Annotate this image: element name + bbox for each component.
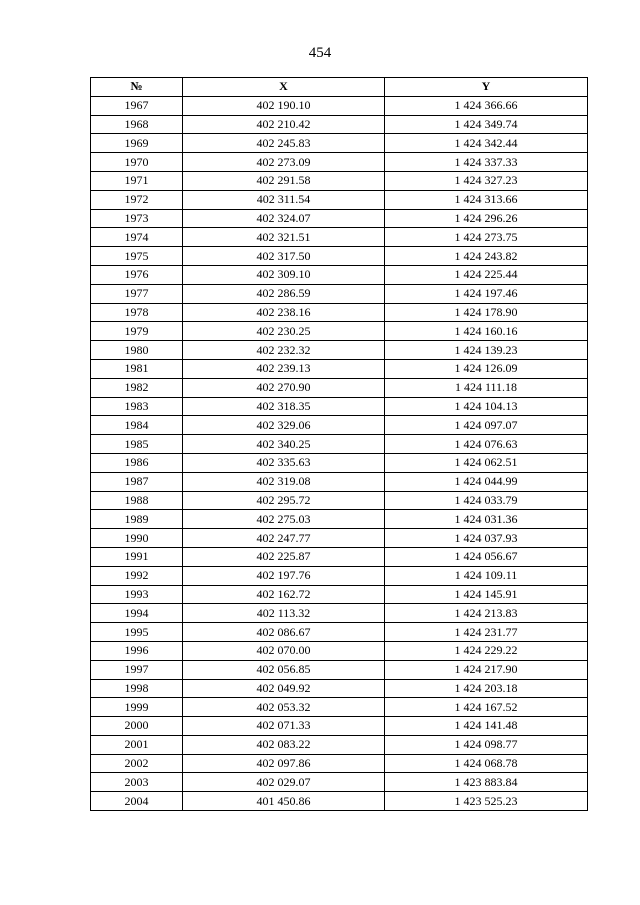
cell-x: 402 162.72 — [183, 585, 385, 604]
cell-number: 1974 — [91, 228, 183, 247]
cell-number: 1972 — [91, 190, 183, 209]
cell-number: 1975 — [91, 247, 183, 266]
cell-x: 402 056.85 — [183, 660, 385, 679]
cell-y: 1 424 366.66 — [385, 96, 588, 115]
cell-x: 402 071.33 — [183, 717, 385, 736]
cell-y: 1 424 167.52 — [385, 698, 588, 717]
cell-number: 1990 — [91, 529, 183, 548]
cell-x: 402 210.42 — [183, 115, 385, 134]
cell-y: 1 424 097.07 — [385, 416, 588, 435]
cell-number: 2002 — [91, 754, 183, 773]
table-row — [91, 623, 588, 642]
table-row — [91, 209, 588, 228]
cell-x: 402 232.32 — [183, 341, 385, 360]
cell-x: 402 317.50 — [183, 247, 385, 266]
cell-y: 1 424 062.51 — [385, 453, 588, 472]
table-row — [91, 96, 588, 115]
cell-x: 402 190.10 — [183, 96, 385, 115]
table-row — [91, 341, 588, 360]
table-row — [91, 792, 588, 811]
cell-number: 1984 — [91, 416, 183, 435]
cell-number: 1978 — [91, 303, 183, 322]
cell-number: 1971 — [91, 171, 183, 190]
header-x: X — [183, 78, 385, 97]
table-row — [91, 416, 588, 435]
cell-number: 1992 — [91, 566, 183, 585]
cell-y: 1 424 126.09 — [385, 359, 588, 378]
cell-y: 1 424 213.83 — [385, 604, 588, 623]
table-header — [91, 78, 588, 97]
cell-number: 1987 — [91, 472, 183, 491]
cell-x: 402 335.63 — [183, 453, 385, 472]
table-row — [91, 247, 588, 266]
cell-y: 1 424 104.13 — [385, 397, 588, 416]
cell-x: 402 340.25 — [183, 435, 385, 454]
cell-number: 1989 — [91, 510, 183, 529]
table-row — [91, 585, 588, 604]
cell-number: 1997 — [91, 660, 183, 679]
cell-x: 402 247.77 — [183, 529, 385, 548]
table-row — [91, 604, 588, 623]
cell-y: 1 424 342.44 — [385, 134, 588, 153]
cell-number: 1988 — [91, 491, 183, 510]
cell-y: 1 424 296.26 — [385, 209, 588, 228]
cell-x: 402 309.10 — [183, 265, 385, 284]
table-row — [91, 698, 588, 717]
table-row — [91, 510, 588, 529]
cell-number: 2001 — [91, 735, 183, 754]
cell-x: 402 097.86 — [183, 754, 385, 773]
cell-y: 1 424 203.18 — [385, 679, 588, 698]
cell-number: 1973 — [91, 209, 183, 228]
cell-number: 1995 — [91, 623, 183, 642]
table-row — [91, 641, 588, 660]
table-row — [91, 472, 588, 491]
table-row — [91, 378, 588, 397]
cell-y: 1 424 056.67 — [385, 547, 588, 566]
cell-x: 402 321.51 — [183, 228, 385, 247]
cell-number: 1968 — [91, 115, 183, 134]
cell-y: 1 424 098.77 — [385, 735, 588, 754]
cell-number: 1999 — [91, 698, 183, 717]
table-row — [91, 435, 588, 454]
cell-number: 1981 — [91, 359, 183, 378]
cell-y: 1 424 068.78 — [385, 754, 588, 773]
cell-x: 402 275.03 — [183, 510, 385, 529]
table-body — [91, 96, 588, 810]
table-row — [91, 717, 588, 736]
cell-x: 402 291.58 — [183, 171, 385, 190]
header-y: Y — [385, 78, 588, 97]
cell-x: 402 273.09 — [183, 153, 385, 172]
cell-number: 1980 — [91, 341, 183, 360]
cell-number: 1986 — [91, 453, 183, 472]
table-row — [91, 284, 588, 303]
cell-number: 1993 — [91, 585, 183, 604]
table-row — [91, 397, 588, 416]
cell-x: 402 049.92 — [183, 679, 385, 698]
table-row — [91, 190, 588, 209]
cell-y: 1 424 225.44 — [385, 265, 588, 284]
page-number: 454 — [308, 45, 332, 61]
table-row — [91, 547, 588, 566]
table-row — [91, 491, 588, 510]
cell-y: 1 424 349.74 — [385, 115, 588, 134]
table-row — [91, 660, 588, 679]
cell-number: 1977 — [91, 284, 183, 303]
cell-y: 1 423 525.23 — [385, 792, 588, 811]
cell-x: 402 319.08 — [183, 472, 385, 491]
cell-y: 1 424 033.79 — [385, 491, 588, 510]
cell-y: 1 424 231.77 — [385, 623, 588, 642]
table-row — [91, 735, 588, 754]
table-row — [91, 679, 588, 698]
table-row — [91, 529, 588, 548]
table-row — [91, 566, 588, 585]
cell-number: 1996 — [91, 641, 183, 660]
table-row — [91, 773, 588, 792]
table-row — [91, 453, 588, 472]
cell-y: 1 424 243.82 — [385, 247, 588, 266]
cell-x: 402 270.90 — [183, 378, 385, 397]
cell-y: 1 424 145.91 — [385, 585, 588, 604]
cell-number: 1976 — [91, 265, 183, 284]
table-row — [91, 754, 588, 773]
cell-number: 1967 — [91, 96, 183, 115]
cell-x: 402 029.07 — [183, 773, 385, 792]
cell-y: 1 424 109.11 — [385, 566, 588, 585]
cell-y: 1 424 273.75 — [385, 228, 588, 247]
table-row — [91, 115, 588, 134]
cell-number: 1983 — [91, 397, 183, 416]
cell-x: 402 083.22 — [183, 735, 385, 754]
header-number: № — [91, 78, 183, 97]
cell-x: 402 197.76 — [183, 566, 385, 585]
cell-number: 1998 — [91, 679, 183, 698]
cell-y: 1 424 313.66 — [385, 190, 588, 209]
table-row — [91, 134, 588, 153]
cell-y: 1 424 139.23 — [385, 341, 588, 360]
table-row — [91, 322, 588, 341]
table-row — [91, 303, 588, 322]
cell-number: 2000 — [91, 717, 183, 736]
cell-x: 402 329.06 — [183, 416, 385, 435]
table-row — [91, 265, 588, 284]
cell-y: 1 424 327.23 — [385, 171, 588, 190]
cell-x: 402 239.13 — [183, 359, 385, 378]
cell-number: 1982 — [91, 378, 183, 397]
cell-number: 1994 — [91, 604, 183, 623]
cell-x: 402 238.16 — [183, 303, 385, 322]
cell-number: 2004 — [91, 792, 183, 811]
cell-number: 1969 — [91, 134, 183, 153]
cell-x: 402 086.67 — [183, 623, 385, 642]
cell-x: 402 286.59 — [183, 284, 385, 303]
cell-number: 1970 — [91, 153, 183, 172]
cell-number: 1985 — [91, 435, 183, 454]
cell-y: 1 424 076.63 — [385, 435, 588, 454]
cell-number: 2003 — [91, 773, 183, 792]
cell-y: 1 424 178.90 — [385, 303, 588, 322]
cell-y: 1 424 160.16 — [385, 322, 588, 341]
cell-x: 401 450.86 — [183, 792, 385, 811]
cell-x: 402 053.32 — [183, 698, 385, 717]
cell-x: 402 225.87 — [183, 547, 385, 566]
cell-x: 402 245.83 — [183, 134, 385, 153]
table-row — [91, 228, 588, 247]
cell-x: 402 113.32 — [183, 604, 385, 623]
table-row — [91, 171, 588, 190]
cell-x: 402 324.07 — [183, 209, 385, 228]
cell-number: 1979 — [91, 322, 183, 341]
cell-y: 1 424 141.48 — [385, 717, 588, 736]
table-header-row — [91, 78, 588, 97]
table-row — [91, 359, 588, 378]
coordinates-table — [90, 77, 588, 811]
table-row — [91, 153, 588, 172]
cell-y: 1 424 217.90 — [385, 660, 588, 679]
cell-y: 1 423 883.84 — [385, 773, 588, 792]
cell-y: 1 424 111.18 — [385, 378, 588, 397]
cell-y: 1 424 044.99 — [385, 472, 588, 491]
cell-x: 402 295.72 — [183, 491, 385, 510]
cell-y: 1 424 031.36 — [385, 510, 588, 529]
cell-x: 402 070.00 — [183, 641, 385, 660]
cell-y: 1 424 337.33 — [385, 153, 588, 172]
cell-y: 1 424 229.22 — [385, 641, 588, 660]
cell-x: 402 230.25 — [183, 322, 385, 341]
cell-y: 1 424 197.46 — [385, 284, 588, 303]
cell-y: 1 424 037.93 — [385, 529, 588, 548]
cell-x: 402 318.35 — [183, 397, 385, 416]
cell-number: 1991 — [91, 547, 183, 566]
cell-x: 402 311.54 — [183, 190, 385, 209]
